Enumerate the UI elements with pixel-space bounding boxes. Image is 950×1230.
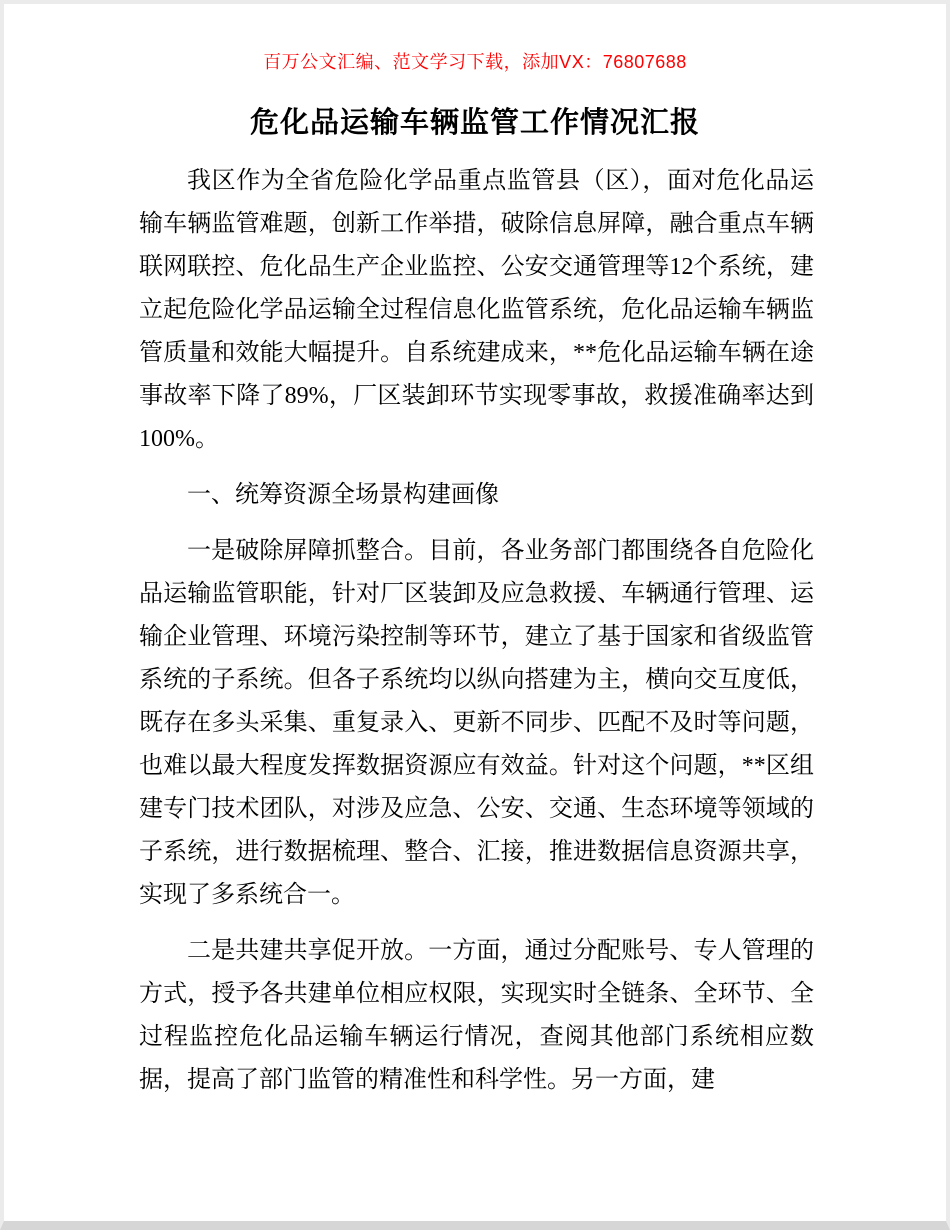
- document-title: 危化品运输车辆监管工作情况汇报: [249, 107, 700, 139]
- section-heading: 一、统筹资源全场景构建画像: [187, 482, 499, 509]
- paragraph: 我区作为全省危险化学品重点监管县（区），面对危化品运输车辆监管难题，创新工作举措，破除信息屏障，融合重点车辆联网联控、危化品生产企业监控、公安交通管理等12个系统，建立起危险化学品运输全过程信息化监管系统，危化品运输车辆监管质量和效能大幅提升。自系统建成来，**危化品运输车辆在途事故率下降了89%，厂区装卸环节实现零事故，救援准确率达到100%。: [139, 168, 814, 453]
- paragraph: 二是共建共享促开放。一方面，通过分配账号、专人管理的方式，授予各共建单位相应权限，实现实时全链条、全环节、全过程监控危化品运输车辆运行情况，查阅其他部门系统相应数据，提高了部门监管的精准性和科学性。另一方面，建: [139, 938, 814, 1094]
- watermark-text: 百万公文汇编、范文学习下载，添加VX：76807688: [263, 52, 687, 72]
- document-body: [4, 160, 946, 1102]
- paragraph: 一是破除屏障抓整合。目前，各业务部门都围绕各自危险化品运输监管职能，针对厂区装卸及应急救援、车辆通行管理、运输企业管理、环境污染控制等环节，建立了基于国家和省级监管系统的子系统。但各子系统均以纵向搭建为主，横向交互度低，既存在多头采集、重复录入、更新不同步、匹配不及时等问题，也难以最大程度发挥数据资源应有效益。针对这个问题，**区组建专门技术团队，对涉及应急、公安、交通、生态环境等领域的子系统，进行数据梳理、整合、汇接，推进数据信息资源共享，实现了多系统合一。: [139, 538, 814, 909]
